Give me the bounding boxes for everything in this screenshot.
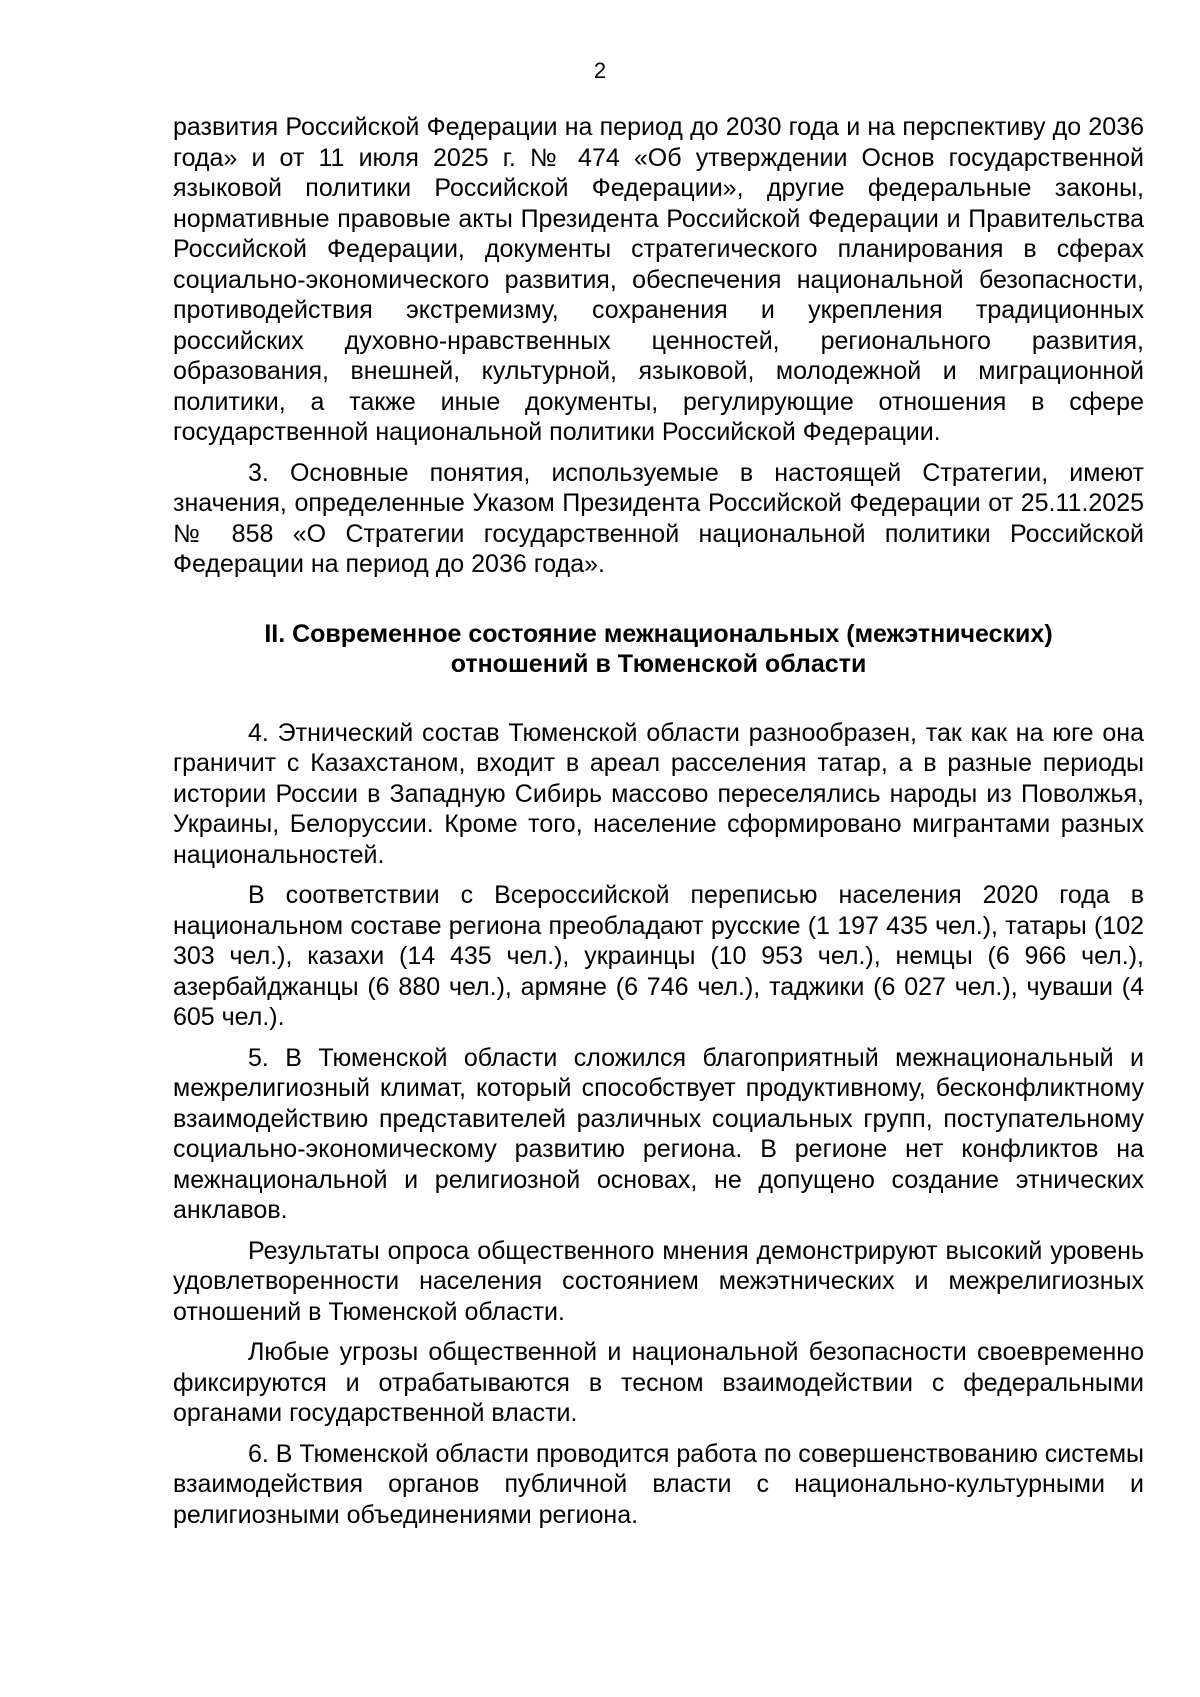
paragraph-4-ethnic-composition: 4. Этнический состав Тюменской области разнообразен, так как на юге она граничит с Казахстаном, входит в ареал расселения татар, а в разные периоды истории России в Западную Сибирь массово переселялись народы из Поволжья, Украины, Белоруссии. Кроме того, население сформировано мигрантами разных национальностей. [173, 718, 1144, 869]
paragraph-5-climate: 5. В Тюменской области сложился благоприятный межнациональный и межрелигиозный климат, который способствует продуктивному, бесконфликтному взаимодействию представителей различных социальных групп, поступательному социально-экономическому развитию региона. В регионе нет конфликтов на межнациональной и религиозной основах, не допущено создание этнических анклавов. [173, 1043, 1144, 1224]
paragraph-3-basic-concepts: 3. Основные понятия, используемые в настоящей Стратегии, имеют значения, определенные Указом Президента Российской Федерации от 25.11.2025 № 858 «О Стратегии государственной национальной политики Российской Федерации на период до 2036 года». [173, 458, 1144, 578]
paragraph-census-data: В соответствии с Всероссийской переписью населения 2020 года в национальном составе региона преобладают русские (1 197 435 чел.), татары (102 303 чел.), казахи (14 435 чел.), украинцы (10 953 чел.), немцы (6 966 чел.), азербайджанцы (6 880 чел.), армяне (6 746 чел.), таджики (6 027 чел.), чуваши (4 605 чел.). [173, 881, 1144, 1031]
paragraph-security-threats: Любые угрозы общественной и национальной безопасности своевременно фиксируются и отрабатываются в тесном взаимодействии с федеральными органами государственной власти. [173, 1338, 1144, 1427]
paragraph-legal-basis-continued: развития Российской Федерации на период до 2030 года и на перспективу до 2036 года» и от 11 июля 2025 г. № 474 «Об утверждении Основ государственной языковой политики Российской Федерации», другие федеральные законы, нормативные правовые акты Президента Российской Федерации и Правительства Российской Федерации, документы стратегического планирования в сферах социально-экономического развития, обеспечения национальной безопасности, противодействия экстремизму, сохранения и укрепления традиционных российских духовно-нравственных ценностей, регионального развития, образования, внешней, культурной, языковой, молодежной и миграционной политики, а также иные документы, регулирующие отношения в сфере государственной национальной политики Российской Федерации. [173, 113, 1144, 446]
paragraph-survey-results: Результаты опроса общественного мнения демонстрируют высокий уровень удовлетворенности населения состоянием межэтнических и межрелигиозных отношений в Тюменской области. [173, 1236, 1144, 1326]
section-heading [173, 619, 1144, 680]
section-heading-line-2: отношений в Тюменской области [450, 650, 867, 678]
document-body [173, 112, 1144, 1540]
paragraph-6-interaction: 6. В Тюменской области проводится работа по совершенствованию системы взаимодействия органов публичной власти с национально-культурными и религиозными объединениями региона. [173, 1439, 1144, 1529]
section-heading-line-1: II. Современное состояние межнациональных (межэтнических) [264, 619, 1053, 648]
page-number: 2 [593, 58, 607, 83]
